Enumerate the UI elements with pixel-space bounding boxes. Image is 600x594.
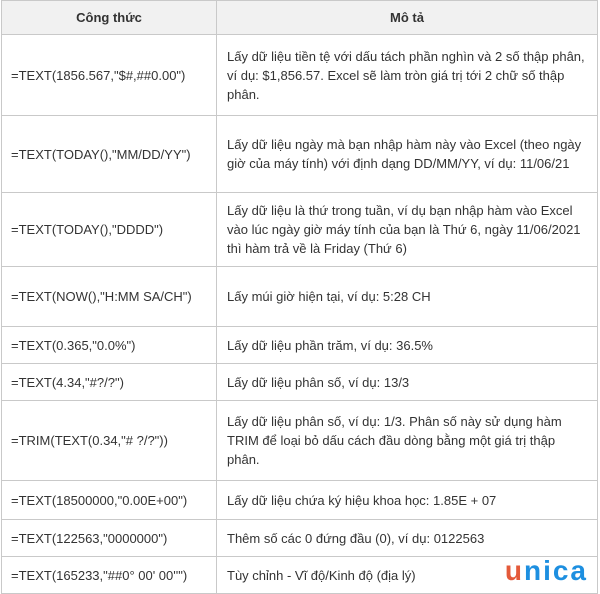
table-row: [2, 401, 598, 481]
description-cell: Lấy dữ liệu tiền tệ với dấu tách phần nghìn và 2 số thập phân, ví dụ: $1,856.57. Excel sẽ làm tròn giá trị tới 2 chữ số thập phân.: [217, 35, 598, 116]
description-cell: Lấy dữ liệu chứa ký hiệu khoa học: 1.85E + 07: [217, 481, 598, 520]
header-description: Mô tả: [217, 1, 598, 35]
description-cell: Thêm số các 0 đứng đầu (0), ví dụ: 0122563: [217, 520, 598, 557]
formula-cell: =TEXT(4.34,"#?/?"): [2, 364, 217, 401]
table-row: [2, 116, 598, 193]
table-row: [2, 364, 598, 401]
description-cell: Lấy dữ liệu phân số, ví dụ: 13/3: [217, 364, 598, 401]
description-cell: Lấy dữ liệu là thứ trong tuần, ví dụ bạn nhập hàm vào Excel vào lúc ngày giờ máy tính của bạn là Thứ 6, ngày 11/06/2021 thì hàm trả về là Friday (Thứ 6): [217, 193, 598, 267]
formula-cell: =TEXT(NOW(),"H:MM SA/CH"): [2, 267, 217, 327]
formula-cell: =TEXT(TODAY(),"MM/DD/YY"): [2, 116, 217, 193]
formula-cell: =TEXT(18500000,"0.00E+00"): [2, 481, 217, 520]
description-cell: Tùy chỉnh - Vĩ độ/Kinh độ (địa lý): [217, 557, 598, 594]
header-formula: Công thức: [2, 1, 217, 35]
formula-cell: =TEXT(1856.567,"$#,##0.00"): [2, 35, 217, 116]
formula-cell: =TRIM(TEXT(0.34,"# ?/?")): [2, 401, 217, 481]
formula-table: [1, 0, 598, 594]
table-row: [2, 35, 598, 116]
table-row: [2, 520, 598, 557]
table-header-row: [2, 1, 598, 35]
unica-logo: [505, 557, 588, 585]
table-row: [2, 267, 598, 327]
table-row: [2, 481, 598, 520]
table-row: [2, 327, 598, 364]
formula-cell: =TEXT(0.365,"0.0%"): [2, 327, 217, 364]
formula-cell: =TEXT(TODAY(),"DDDD"): [2, 193, 217, 267]
logo-rest: nica: [523, 555, 588, 586]
formula-cell: =TEXT(122563,"0000000"): [2, 520, 217, 557]
logo-first-letter: u: [504, 555, 524, 586]
description-cell: Lấy dữ liệu ngày mà bạn nhập hàm này vào Excel (theo ngày giờ của máy tính) với định dạng DD/MM/YY, ví dụ: 11/06/21: [217, 116, 598, 193]
formula-cell: =TEXT(165233,"##0° 00' 00''"): [2, 557, 217, 594]
description-cell: Lấy múi giờ hiện tại, ví dụ: 5:28 CH: [217, 267, 598, 327]
description-cell: Lấy dữ liệu phần trăm, ví dụ: 36.5%: [217, 327, 598, 364]
description-cell: Lấy dữ liệu phân số, ví dụ: 1/3. Phân số này sử dụng hàm TRIM để loại bỏ dấu cách đầu dòng bằng một giá trị thập phân.: [217, 401, 598, 481]
table-row: [2, 193, 598, 267]
